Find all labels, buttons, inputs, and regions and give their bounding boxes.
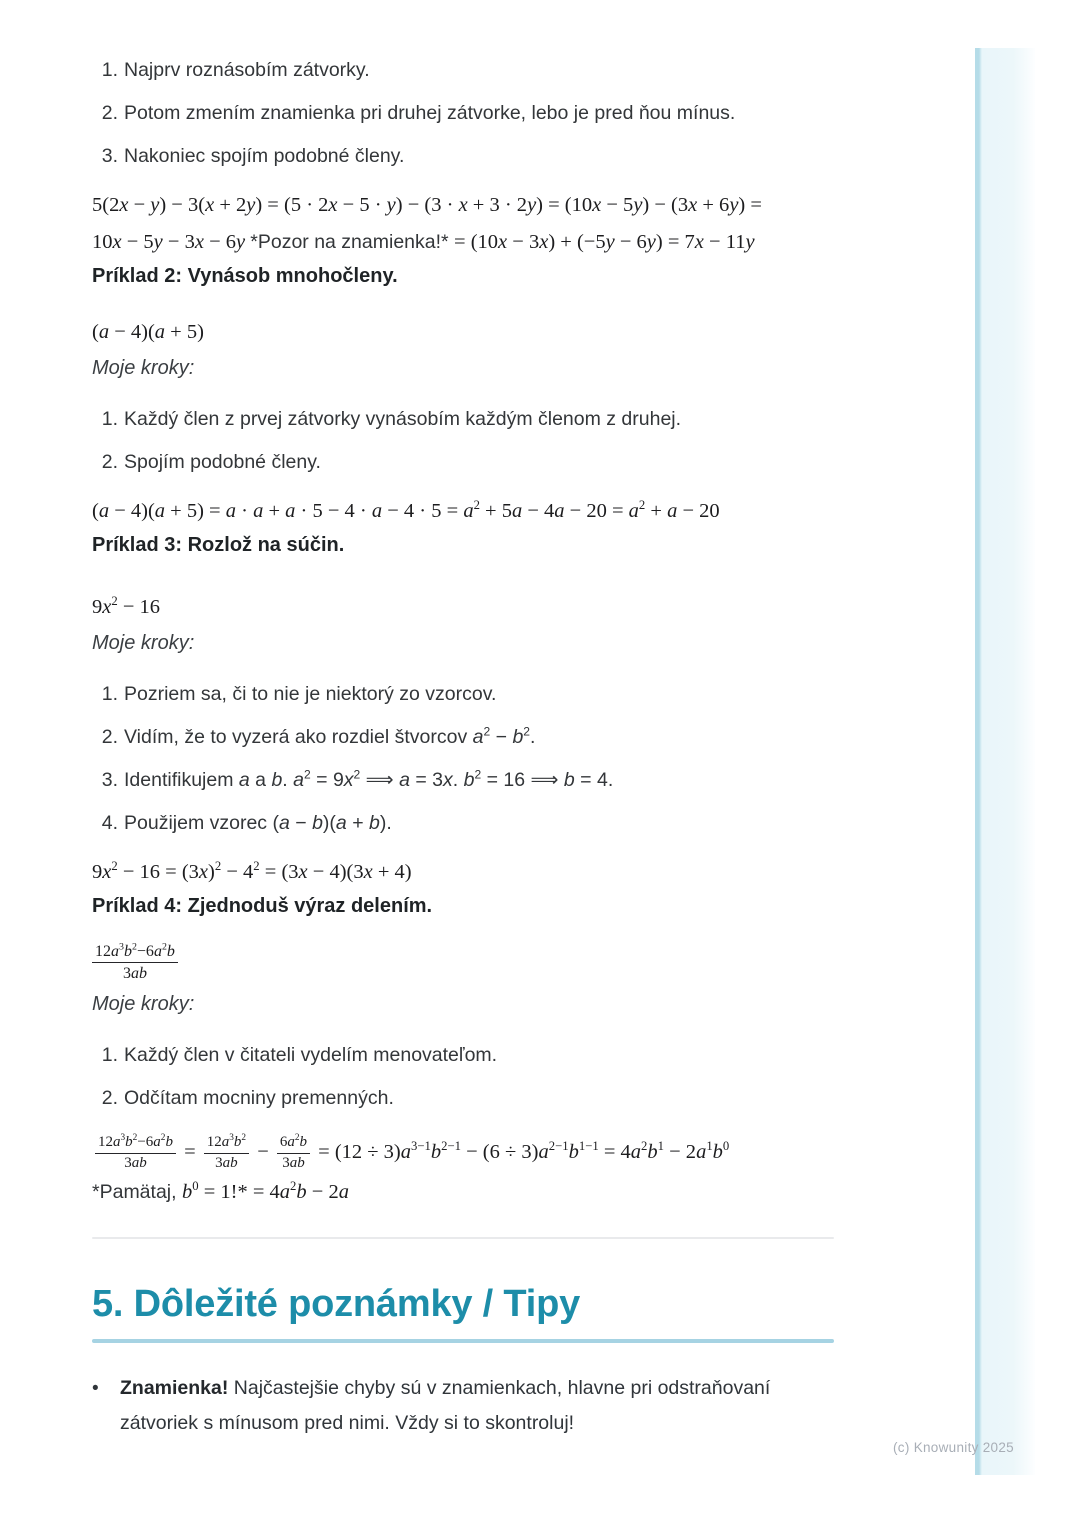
- item-text: Pozriem sa, či to nie je niektorý zo vzorcov.: [124, 683, 497, 705]
- list-item: [92, 407, 834, 431]
- tips-list: [92, 1371, 834, 1441]
- example1-solution-line-2: 10x − 5y − 3x − 6y *Pozor na znamienka!* = (10x − 3x) + (−5y − 6y) = 7x − 11y: [92, 231, 755, 253]
- intro-steps-list: [92, 58, 834, 168]
- item-marker: 3.: [101, 769, 118, 791]
- fraction: $\frac{6a^2b}{3ab}$: [277, 1134, 310, 1172]
- item-marker: 1.: [101, 683, 118, 705]
- item-text: Potom zmením znamienka pri druhej zátvorke, lebo je pred ňou mínus.: [124, 102, 736, 124]
- content-area: [92, 58, 834, 1441]
- section5-heading: 5. Dôležité poznámky / Tipy: [92, 1282, 581, 1325]
- item-marker: 2.: [101, 102, 118, 124]
- example1-solution-line-1: 5(2x − y) − 3(x + 2y) = (5 · 2x − 5 · y) − (3 · x + 3 · 2y) = (10x − 5y) − (3x + 6y) =: [92, 194, 762, 216]
- item-text: Odčítam mocniny premenných.: [124, 1086, 394, 1109]
- item-text: Vidím, že to vyzerá ako rozdiel štvorcov $a^2 - b^2$.: [124, 724, 536, 748]
- list-item: [92, 811, 834, 835]
- example4-derivation-line-2: *Pamätaj, $b^0 = 1!* = 4a^2b - 2a$: [92, 1178, 349, 1203]
- example3-steps-list: [92, 682, 834, 835]
- item-marker: 1.: [101, 59, 118, 81]
- example3-heading: Príklad 3: Rozlož na súčin.: [92, 534, 345, 556]
- list-item: [92, 144, 834, 168]
- copyright-watermark: (c) Knowunity 2025: [893, 1440, 1014, 1455]
- example4-derivation-line-1: $\frac{12a^3b^2-6a^2b}{3ab}$ = $\frac{12a^3b^2}{3ab}$ − $\frac{6a^2b}{3ab}$ = $(12 \div 3)a^{3-1}b^{2-1} - (6 \div 3)a^{2-1}b^{1-1} = 4a^2b^1 - 2a^1b^0$: [92, 1129, 834, 1175]
- item-text: Identifikujem a a b. $a^2 = 9x^2$ ⟹ a = 3x. $b^2 = 16$ ⟹ b = 4.: [124, 767, 614, 791]
- fraction: $\frac{12a^3b^2}{3ab}$: [204, 1134, 249, 1172]
- item-text: Každý člen v čitateli vydelím menovateľom.: [124, 1043, 498, 1066]
- example3-steps-label: Moje kroky:: [92, 632, 195, 654]
- item-text: Použijem vzorec (a − b)(a + b).: [124, 812, 392, 834]
- item-marker: 3.: [101, 145, 118, 167]
- right-accent-strip: [975, 48, 1035, 1475]
- item-marker: 1.: [101, 408, 118, 430]
- example3-expression: $9x^2 - 16$: [92, 594, 161, 618]
- example4-expression: [92, 943, 834, 983]
- item-text: Znamienka! Najčastejšie chyby sú v znamienkach, hlavne pri odstraňovaní zátvoriek s mínusom pred nimi. Vždy si to skontroluj!: [120, 1376, 771, 1434]
- example4-heading: Príklad 4: Zjednoduš výraz delením.: [92, 895, 433, 917]
- section-divider: [92, 1237, 834, 1239]
- example2-expression: (a − 4)(a + 5): [92, 321, 204, 343]
- item-marker: •: [92, 1377, 99, 1399]
- example2-steps-list: [92, 407, 834, 474]
- list-item: [92, 1043, 834, 1067]
- list-item: [92, 450, 834, 474]
- list-item: [92, 1371, 834, 1441]
- item-marker: 2.: [101, 451, 118, 473]
- item-marker: 1.: [101, 1043, 118, 1066]
- item-marker: 4.: [101, 812, 118, 834]
- list-item: [92, 682, 834, 706]
- fraction: $\frac{12a^3b^2-6a^2b}{3ab}$: [95, 1134, 176, 1172]
- section5-heading-underline: [92, 1339, 834, 1343]
- example2-steps-label: Moje kroky:: [92, 357, 195, 379]
- item-marker: 2.: [101, 1086, 118, 1109]
- example2-heading: Príklad 2: Vynásob mnohočleny.: [92, 265, 398, 287]
- item-marker: 2.: [101, 726, 118, 748]
- list-item: [92, 101, 834, 125]
- fraction: $\frac{12a^3b^2-6a^2b}{3ab}$: [92, 943, 178, 983]
- example3-solution: $9x^2 - 16 = (3x)^2 - 4^2 = (3x - 4)(3x + 4)$: [92, 859, 412, 883]
- item-text: Nakoniec spojím podobné členy.: [124, 145, 405, 167]
- list-item: [92, 725, 834, 749]
- list-item: [92, 768, 834, 792]
- list-item: [92, 58, 834, 82]
- item-text: Každý člen z prvej zátvorky vynásobím každým členom z druhej.: [124, 408, 682, 430]
- example4-steps-list: [92, 1043, 834, 1110]
- list-item: [92, 1086, 834, 1110]
- example2-solution: $(a - 4)(a + 5) = a \cdot a + a \cdot 5 - 4 \cdot a - 4 \cdot 5 = a^2 + 5a - 4a - 20 = a^2 + a - 20$: [92, 498, 720, 522]
- example4-steps-label: Moje kroky:: [92, 992, 195, 1015]
- item-text: Spojím podobné členy.: [124, 451, 321, 473]
- item-text: Najprv roznásobím zátvorky.: [124, 59, 370, 81]
